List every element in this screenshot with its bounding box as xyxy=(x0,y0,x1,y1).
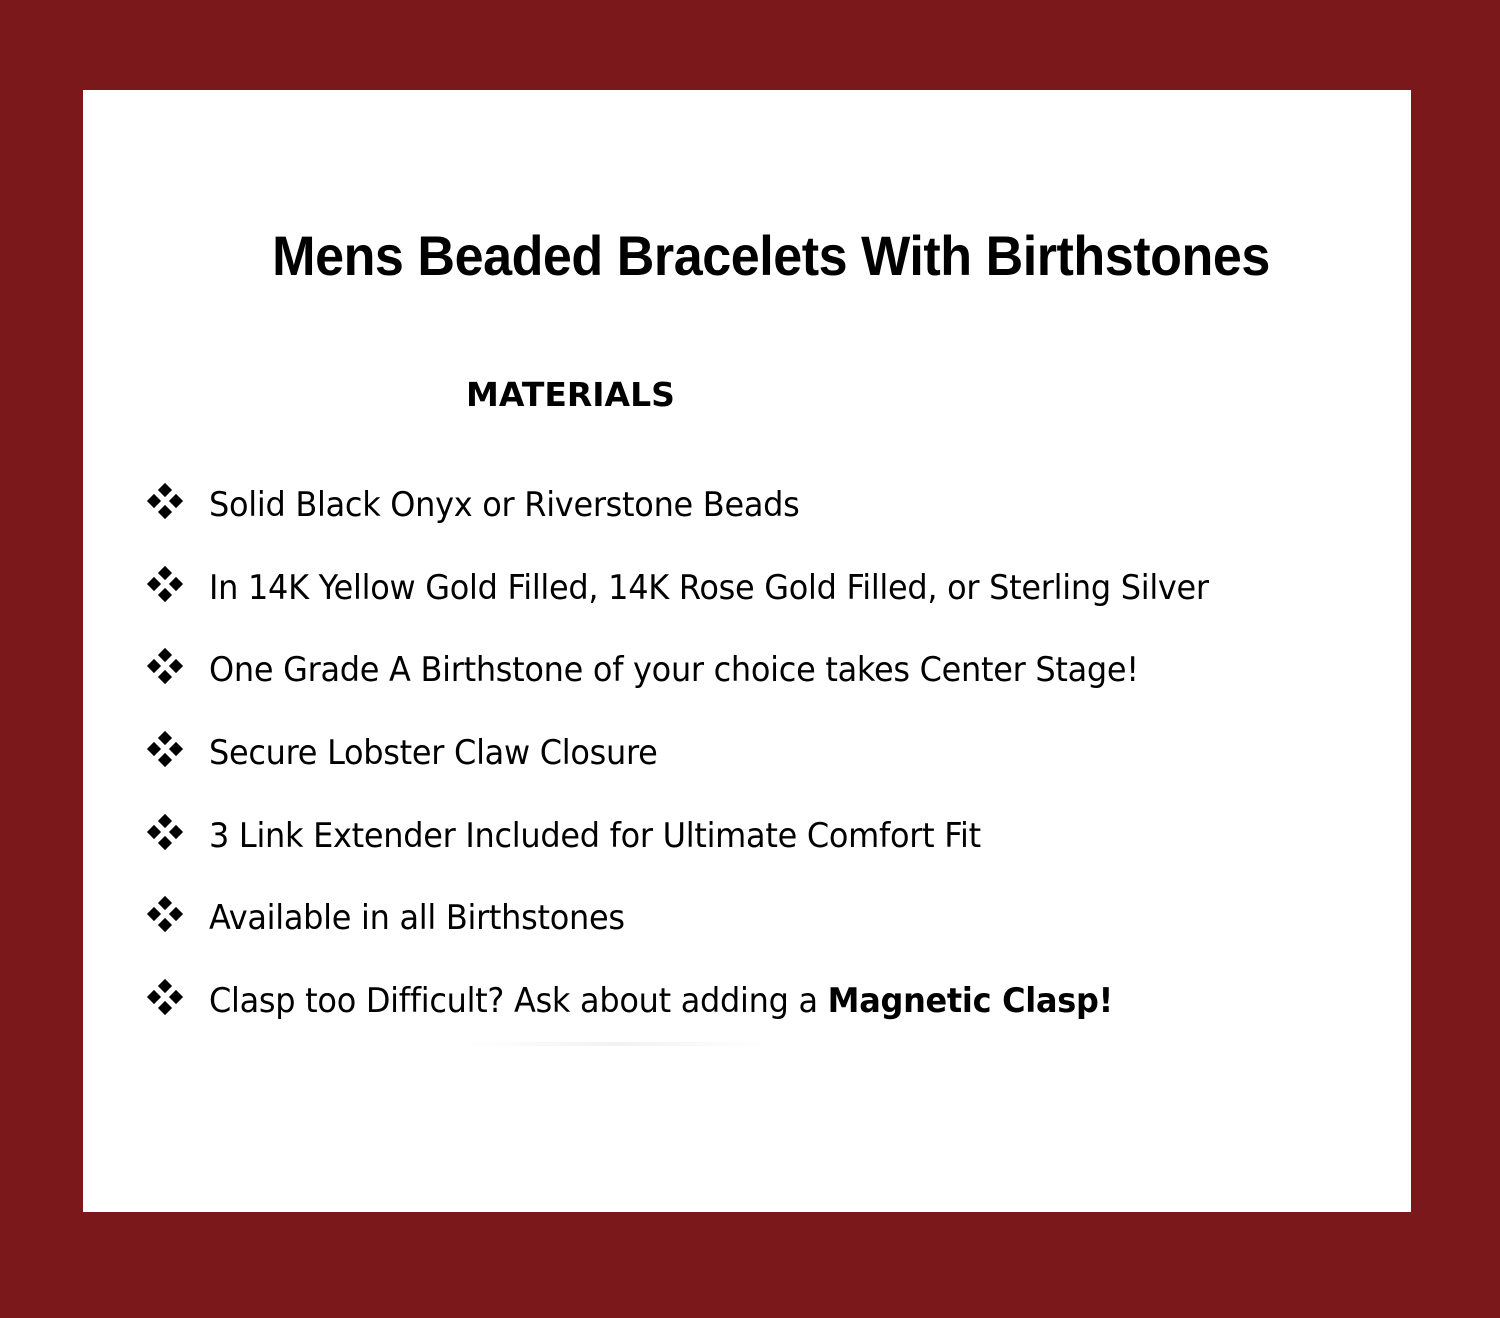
list-item xyxy=(146,980,1273,1063)
four-diamond-bullet-icon xyxy=(146,732,184,770)
list-item xyxy=(146,567,1273,650)
list-item xyxy=(146,649,1273,732)
list-item-text xyxy=(209,980,1113,1022)
faint-smudge xyxy=(468,1042,768,1046)
list-item xyxy=(146,815,1273,898)
list-item-text: One Grade A Birthstone of your choice takes Center Stage! xyxy=(209,650,1139,691)
materials-list xyxy=(146,484,1273,1063)
four-diamond-bullet-icon xyxy=(146,815,184,853)
page-title: Mens Beaded Bracelets With Birthstones xyxy=(272,224,1270,287)
materials-heading: MATERIALS xyxy=(466,375,675,414)
list-item-text: Secure Lobster Claw Closure xyxy=(209,733,658,774)
list-item xyxy=(146,732,1273,815)
four-diamond-bullet-icon xyxy=(146,980,184,1018)
four-diamond-bullet-icon xyxy=(146,567,184,605)
list-item-text: Solid Black Onyx or Riverstone Beads xyxy=(209,485,800,525)
list-item-text: 3 Link Extender Included for Ultimate Comfort Fit xyxy=(209,815,981,856)
four-diamond-bullet-icon xyxy=(146,649,184,687)
four-diamond-bullet-icon xyxy=(146,897,184,935)
list-item-text: Available in all Birthstones xyxy=(209,898,625,939)
four-diamond-bullet-icon xyxy=(146,484,184,522)
list-item-text: In 14K Yellow Gold Filled, 14K Rose Gold Filled, or Sterling Silver xyxy=(209,567,1209,608)
magnetic-clasp-emphasis: Magnetic Clasp! xyxy=(827,981,1113,1022)
list-item-text-plain: Clasp too Difficult? Ask about adding a xyxy=(209,981,828,1022)
list-item xyxy=(146,897,1273,980)
list-item xyxy=(146,484,1273,567)
